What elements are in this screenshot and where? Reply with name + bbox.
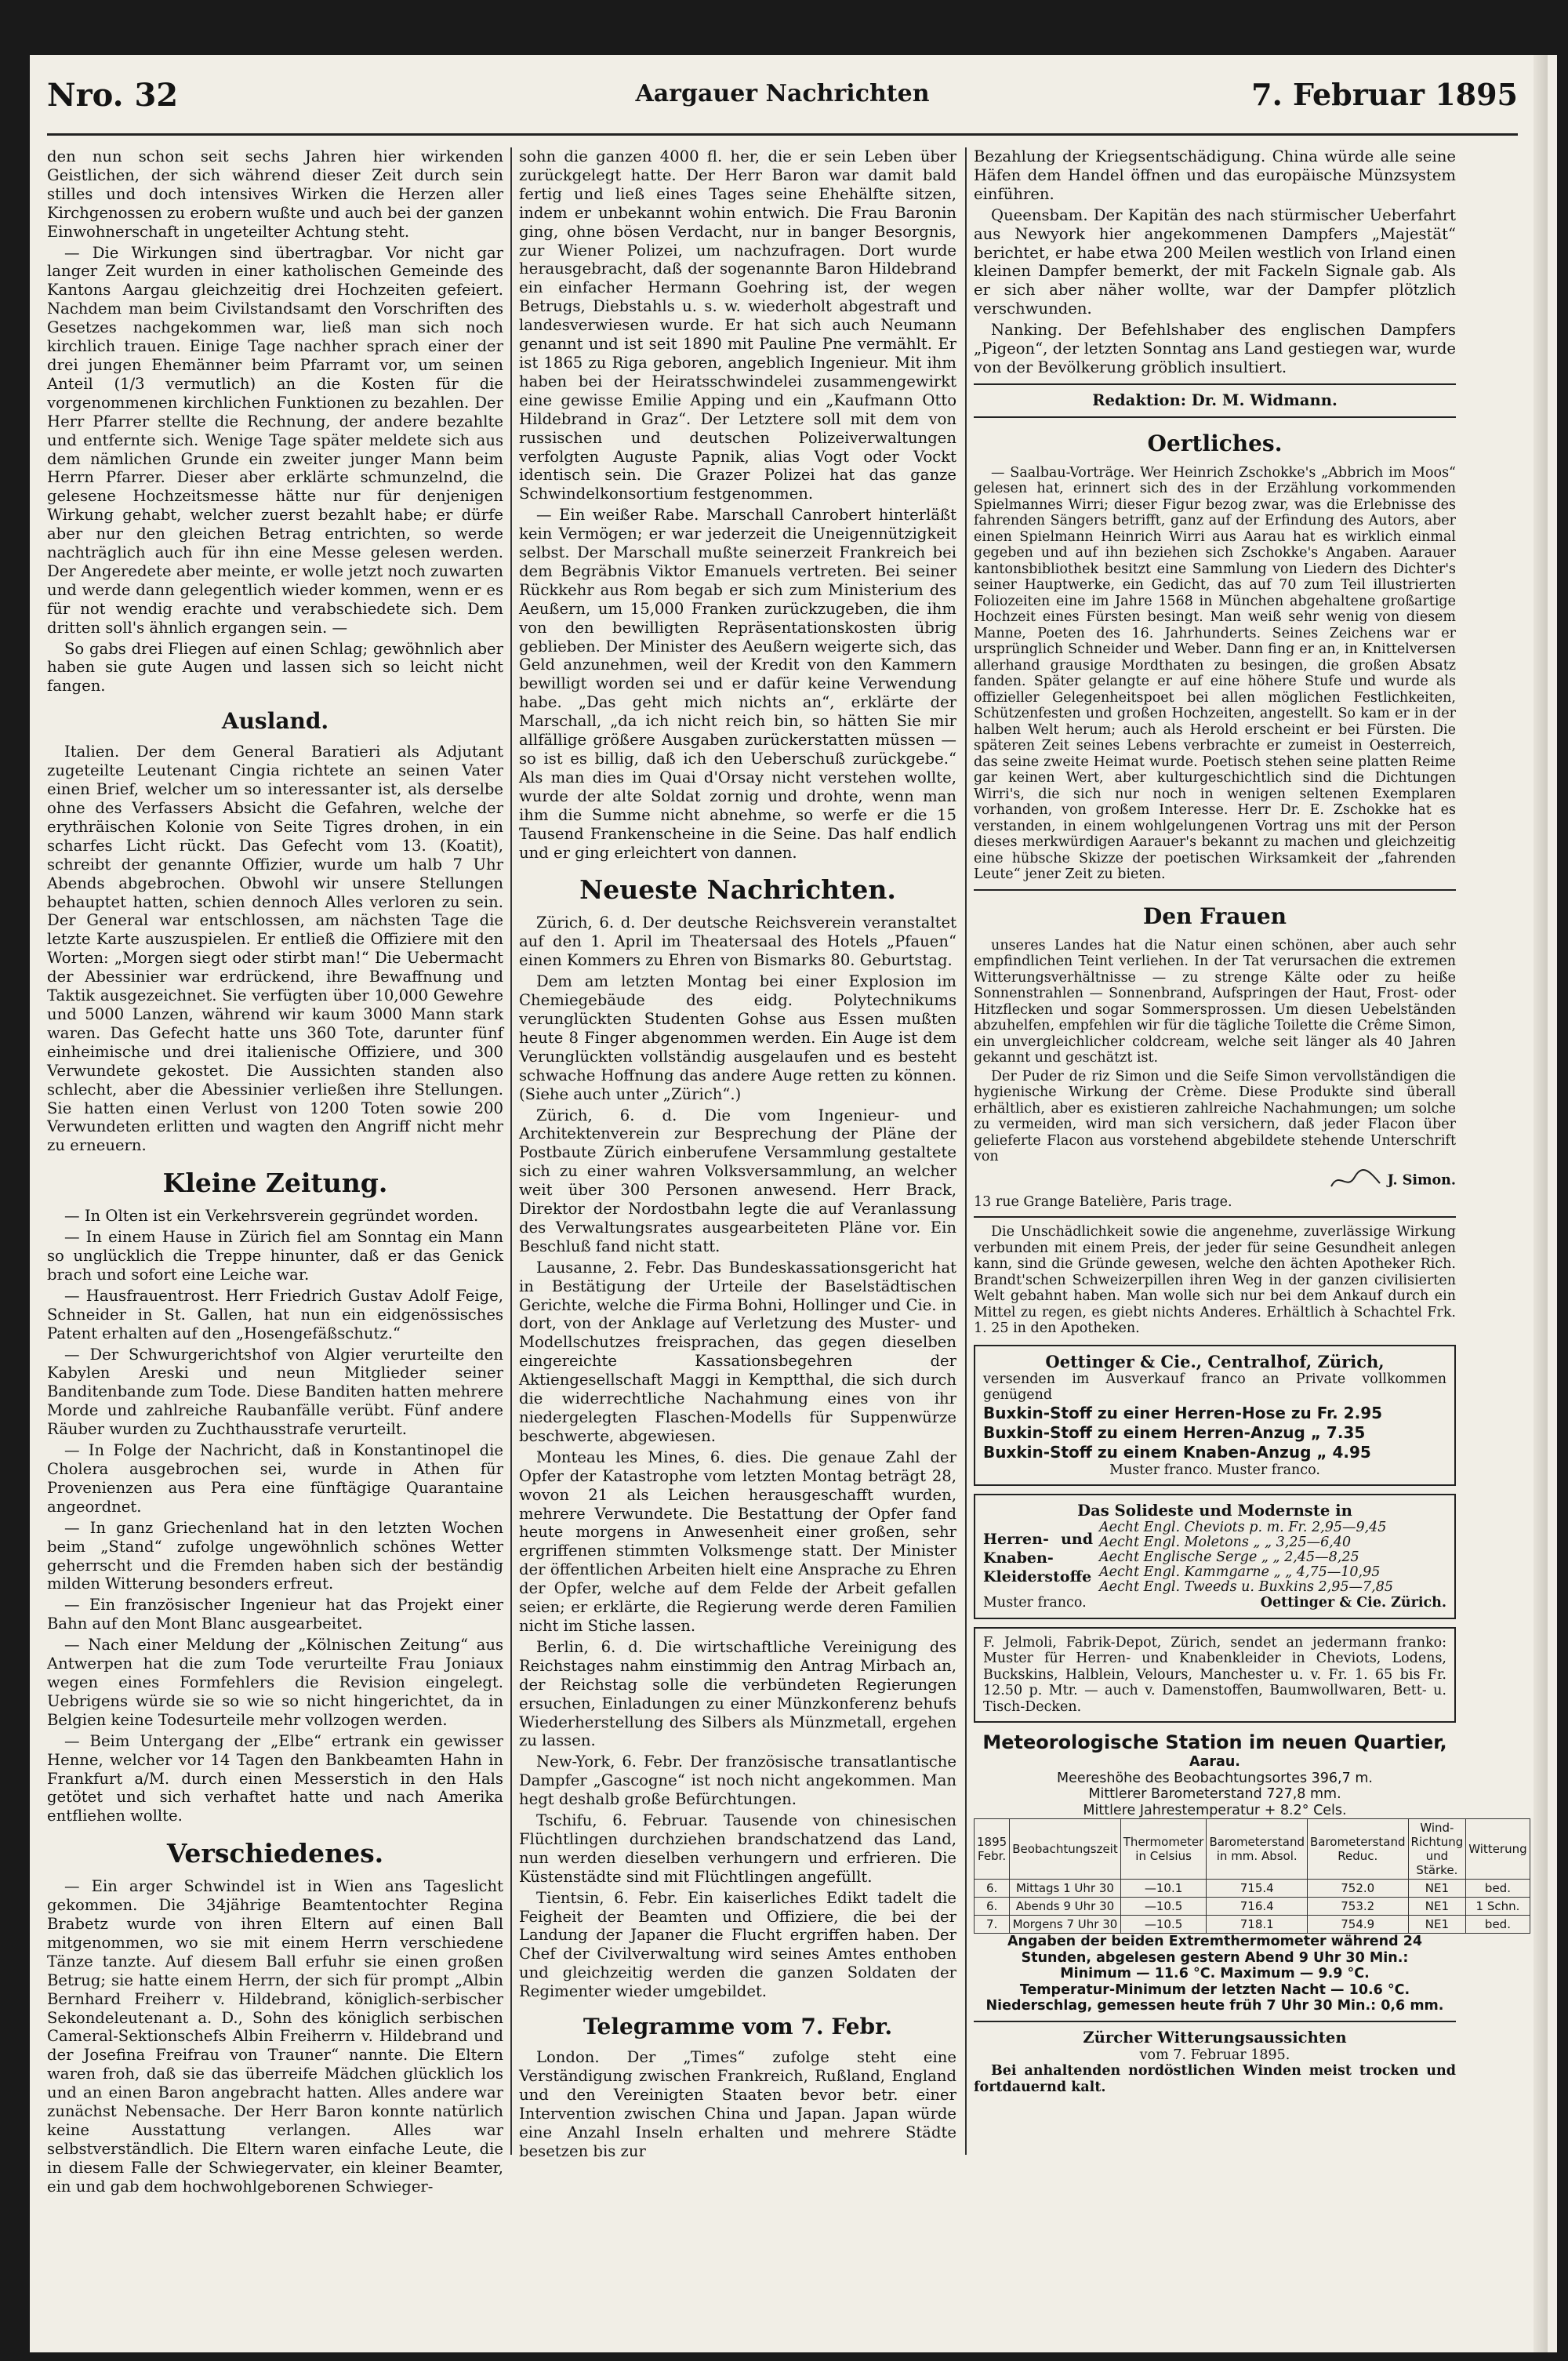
article-text: Lausanne, 2. Febr. Das Bundeskassationsgericht hat in Bestätigung der Urteile der Baselstädtischen Gerichte, welche die Firma Bohni, Hollinger und Cie. in dort, von der Anklage auf Verletzung des Muster- und Modellschutzes freisprachen, das gegen dieselben eingereichte Kassationsbegehren der Aktiengesellschaft Maggi in Kemptthal, die sich durch die widerrechtliche Nachahmung eines von ihr niedergelegten Flaschen-Modells für Suppenwürze beschwerte, abgewiesen. [519,1258,956,1445]
ad-headline: Oettinger & Cie., Centralhof, Zürich, [1045,1351,1385,1371]
article-text: — Hausfrauentrost. Herr Friedrich Gustav Adolf Feige, Schneider in St. Gallen, hat nun ein eidgenössisches Patent erhalten auf den „Hosengefäßschutz.“ [47,1286,503,1342]
ad-text: unseres Landes hat die Natur einen schönen, aber auch sehr empfindlichen Teint verliehen. In der Tat verursachen die extremen Witterungsverhältnisse — zu strenge Kälte oder zu heiße Sonnenstrahlen — Sonnenbrand, Aufspringen der Haut, Frost- oder Hitzflecken und sogar Sommersprossen. Um diesen Uebelständen abzuhelfen, empfehlen wir für die tägliche Toilette die Crême Simon, ein unvergleichlicher coldcream, welche seit länger als 40 Jahren gekannt und geschätzt ist. [974,937,1456,1066]
table-cell: bed. [1466,1880,1530,1898]
issue-date: 7. Februar 1895 [1251,77,1518,112]
table-cell: Mittags 1 Uhr 30 [1010,1880,1121,1898]
met-footnote: Minimum — 11.6 °C. Maximum — 9.9 °C. [1060,1966,1370,1982]
article-text: — Saalbau-Vorträge. Wer Heinrich Zschokke's „Abbrich im Moos“ gelesen hat, erinnert sich des in der Erzählung vorkommenden Spielmannes Wirri; dieser Figur bezog zwar, was die Erlebnisse des fahrenden Sängers betrifft, ganz auf der Erfindung des Autors, aber einen Spielmann Heinrich Wirri aus Aarau hat es wirklich einmal gegeben und auf ihn beziehen sich Zschokke's Angaben. Aarauer kantonsbibliothek besitzt eine Sammlung von Liedern des Dichter's seiner Hauptwerke, ein Gedicht, das auf 70 zum Teil illustrierten Foliozeiten eine im Jahre 1568 in München abgehaltene großartige Hochzeit eines Fürsten besingt. Man weiß sehr wenig von diesem Manne, Poeten des 16. Jahrhunderts. Seines Zeichens war er ursprünglich Schneider und Weber. Dann fing er an, in Knittelversen allerhand grausige Mordthaten zu besingen, die großen Absatz fanden. Später gelangte er auf eine höhere Stufe und wurde als offizieller Gelegenheitspoet bei allen möglichen Festlichkeiten, Schützenfesten und großen Hochzeiten, angestellt. So kam er in der halben Welt herum; auch als Herold erscheint er bei Fürsten. Die späteren Zeit seines Lebens verbrachte er zumeist in Oesterreich, das seine zweite Heimat wurde. Poetisch stehen seine platten Reime gar keinen Wert, aber kulturgeschichtlich sind die Dichtungen Wirri's, die sich nur noch in wenigen seltenen Exemplaren vorhanden, von großem Interesse. Herr Dr. E. Zschokke hat es verstanden, in einem wohlgelungenen Vortrag uns mit der Person dieses merkwürdigen Aarauer's bekannt zu machen und gleichzeitig eine hübsche Skizze der poetischen Wirksamkeit der „fahrenden Leute“ jener Zeit zu bieten. [974,464,1456,883]
article-text: Zürich, 6. d. Die vom Ingenieur- und Architektenverein zur Besprechung der Pläne der Postbaute Zürich einberufene Versammlung gestaltete sich zu einer wahren Volksversammlung, an welcher weit über 300 Personen anwesend. Herr Brack, Direktor der Nordostbahn legte die auf Veranlassung des Verwaltungsrates ausgearbeiteten Pläne vor. Ein Beschluß fand nicht statt. [519,1106,956,1255]
weather-table [974,1818,1530,1934]
met-place: Aarau. [1189,1754,1240,1771]
table-header-cell: Witterung [1466,1819,1530,1880]
met-title: Meteorologische Station im neuen Quartier, [982,1731,1447,1754]
table-cell: 754.9 [1307,1916,1408,1934]
table-cell: 715.4 [1207,1880,1308,1898]
met-footnote: Niederschlag, gemessen heute früh 7 Uhr 30 Min.: 0,6 mm. [985,1998,1444,2014]
column-2 [519,147,956,2160]
section-heading-neueste-nachrichten: Neueste Nachrichten. [579,874,896,906]
table-cell: NE1 [1408,1880,1466,1898]
article-text: — Der Schwurgerichtshof von Algier verurteilte den Kabylen Areski und neun Mitglieder seiner Banditenbande zum Tode. Diese Banditen hatten mehrere Morde und zahlreiche Raubanfälle verübt. Fünf andere Räuber wurden zu Zuchthausstrafe verurteilt. [47,1345,503,1439]
table-row [975,1880,1530,1898]
ad-text: Die Unschädlichkeit sowie die angenehme, zuverlässige Wirkung verbunden mit einem Preis, der jeder für seine Gesundheit anlegen kann, sind die Gründe gewesen, welche den ächten Apotheker Rich. Brandt'schen Schweizerpillen ihren Weg in der ganzen civilisierten Welt gebahnt haben. Man wolle sich nur bei dem Ankauf durch ein Mittel zu regen, es giebt nichts Anderes. Erhältlich à Schachtel Frk. 1. 25 in den Apotheken. [974,1224,1456,1337]
ad-price-row: Aecht Engl. Cheviots p. m. Fr. 2,95—9,45 [1099,1520,1387,1536]
table-cell: NE1 [1408,1898,1466,1916]
table-row [975,1916,1530,1934]
article-text: — In Folge der Nachricht, daß in Konstantinopel die Cholera ausgebrochen sei, wurde in Athen für Provenienzen aus Pera eine fünftägige Quarantaine angeordnet. [47,1441,503,1516]
met-footnote: Temperatur-Minimum der letzten Nacht — 10.6 °C. [1019,1981,1410,1998]
article-text: — Ein weißer Rabe. Marschall Canrobert hinterläßt kein Vermögen; er war jederzeit die Uneigennützigkeit selbst. Der Marschall mußte seinerzeit Frankreich bei dem Begräbnis Viktor Emanuels vertreten. Bei seiner Rückkehr aus Rom begab er sich zum Ministerium des Aeußern, um 15,000 Franken zurückzugeben, die ihm von den bewilligten Repräsentationskosten übrig geblieben. Der Minister des Aeußern weigerte sich, das Geld anzunehmen, weil der Kredit von den Kammern bewilligt worden sei und er dafür keine Verwendung habe. „Das geht mich nichts an“, erklärte der Marschall, „da ich nicht reich bin, so hätten Sie mir allfällige größere Ausgaben zurückerstatten müssen — so ist es billig, daß ich den Ueberschuß zurückgebe.“ Als man dies im Quai d'Orsay nicht verstehen wollte, wurde der alte Soldat zornig und drohte, wenn man ihm die Summe nicht abnehme, so werfe er die 15 Tausend Frankenscheine in die Seine. Das half endlich und er ging erleichtert von dannen. [519,506,956,862]
ad-text: Der Puder de riz Simon und die Seife Simon vervollständigen die hygienische Wirkung der Crème. Diese Produkte sind überall erhältlich, aber es existieren zahlreiche Nachahmungen; um solche zu vermeiden, wird man sich versichern, daß jeder Flacon über gelieferte Flacon aus vorstehend abgebildete stehende Unterschrift von [974,1068,1456,1165]
article-text: — In einem Hause in Zürich fiel am Sonntag ein Mann so unglücklich die Treppe hinunter, daß er das Genick brach und sofort eine Leiche war. [47,1228,503,1284]
ad-heading-den-frauen: Den Frauen [1142,903,1287,929]
table-cell: 752.0 [1307,1880,1408,1898]
table-header-cell: Beobachtungszeit [1010,1819,1121,1880]
article-text: — Die Wirkungen sind übertragbar. Vor nicht gar langer Zeit wurden in einer katholischen Gemeinde des Kantons Aargau gleichzeitig drei Hochzeiten gefeiert. Nachdem man beim Civilstandsamt den Vorschriften des Gesetzes nachgekommen war, ließ man sich noch kirchlich trauen. Einige Tage nachher sprach einer der drei jungen Ehemänner beim Pfarramt vor, um seinen Anteil (1/3 vermutlich) an die Kosten für die vorgenommenen kirchlichen Funktionen zu bezahlen. Der Herr Pfarrer stellte die Rechnung, der andere bezahlte und entfernte sich. Wenige Tage später meldete sich aus dem nämlichen Grunde ein zweiter junger Mann beim Herrn Pfarrer. Dieser aber erklärte schmunzelnd, die gelesene Hochzeitsmesse hätte nur für denjenigen Wirkung gehabt, welcher zuerst bezahlt habe; er dürfe aber nur den gleichen Betrag entrichten, so werde nachträglich auch für ihn eine Messe gelesen werden. Der Angeredete aber meinte, er wolle jetzt noch zuwarten und werde dann gelegentlich wieder kommen, wenn er es für not wendig erachte und verabschiedete sich. Dem dritten soll's ähnlich ergangen sein. — [47,243,503,637]
column-3 [974,147,1527,2155]
article-text: Berlin, 6. d. Die wirtschaftliche Vereinigung des Reichstages nahm einstimmig den Antrag Mirbach an, der Reichstag solle die verbündeten Regierungen ersuchen, Einladungen zu einer Münzkonferenz behufs Wiederherstellung des Silbers als Münzmetall, ergehen zu lassen. [519,1637,956,1750]
ad-headline: Das Solideste und Modernste in [1077,1502,1352,1520]
met-line: Meereshöhe des Beobachtungsortes 396,7 m. [1057,1770,1373,1786]
divider [974,2021,1456,2022]
signature-icon [1328,1168,1383,1194]
met-line: Mittlerer Barometerstand 727,8 mm. [1088,1786,1341,1803]
section-heading-oertliches: Oertliches. [1147,430,1283,456]
table-cell: 716.4 [1207,1898,1308,1916]
divider [974,416,1456,418]
article-text: sohn die ganzen 4000 fl. her, die er sein Leben über zurückgelegt hatte. Der Herr Baron war damit bald fertig und ließ eines Tages seine Ehehälfte sitzen, indem er unbekannt wohin entwich. Die Frau Baronin ging, ohne bösen Verdacht, nur in banger Besorgnis, zur Wiener Polizei, um nachzufragen. Dort wurde herausgebracht, daß der sogenannte Baron Hildebrand ein einfacher Hermann Goehring ist, der wegen Betrugs, Diebstahls u. s. w. wiederholt abgestraft und landesverwiesen wurde. Er hat sich auch Neumann genannt und ist seit 1890 mit Pauline Pne vermählt. Er ist 1865 zu Riga geboren, angeblich Ingenieur. Mit ihm haben bei der Heiratsschwindelei zusammengewirkt eine gewisse Emilie Apping und ein „Kaufmann Otto Hildebrand in Graz“. Der Letztere soll mit dem von russischen und deutschen Polizeiverwaltungen verfolgten Auguste Papnik, alias Vogt oder Vockt identisch sein. Die Grazer Polizei hat das ganze Schwindelkonsortium festgenommen. [519,147,956,503]
ad-line: versenden im Ausverkauf franco an Private vollkommen genügend [983,1371,1446,1404]
editor-line: Redaktion: Dr. M. Widmann. [1092,390,1338,409]
table-row [975,1898,1530,1916]
issue-number: Nro. 32 [47,77,179,114]
ad-footer: Muster franco. Muster franco. [1109,1462,1320,1478]
table-header-cell: 1895 Febr. [975,1819,1010,1880]
met-footnote: Angaben der beiden Extremthermometer während 24 Stunden, abgelesen gestern Abend 9 Uhr 30 Min.: [1007,1934,1423,1966]
ad-oettinger-buxkin [974,1345,1456,1486]
table-cell: bed. [1466,1916,1530,1934]
table-header-cell: Barometerstand in mm. Absol. [1207,1819,1308,1880]
article-text: — In Olten ist ein Verkehrsverein gegründet worden. [64,1207,479,1226]
article-text: Queensbam. Der Kapitän des nach stürmischer Ueberfahrt aus Newyork hier angekommenen Dampfers „Majestät“ berichtet, er habe etwa 200 Meilen westlich von Irland einen kleinen Dampfer bemerkt, der mit Fackeln Signale gab. Als er sich aber näher wollte, war der Dampfer plötzlich verschwunden. [974,205,1456,318]
section-heading-ausland: Ausland. [221,708,329,735]
table-header-row [975,1819,1530,1880]
ad-item: Buxkin-Stoff zu einem Knaben-Anzug „ 4.95 [983,1442,1371,1462]
ad-kleiderstoffe [974,1494,1456,1618]
weather-forecast-title: Zürcher Witterungsaussichten [1083,2028,1347,2047]
simon-signature-block [974,1168,1456,1194]
column-1 [47,147,503,2196]
ad-price-row: Aecht Englische Serge „ „ 2,45—8,25 [1099,1549,1359,1566]
table-cell: Abends 9 Uhr 30 [1010,1898,1121,1916]
table-header-cell: Wind-Richtung und Stärke. [1408,1819,1466,1880]
article-text: — Beim Untergang der „Elbe“ ertrank ein gewisser Henne, welcher vor 14 Tagen den Bankbeamten Hahn in Frankfurt a/M. durch einen Messerstich in den Hals getötet und sich verhaftet hatte und nach Amerika entfliehen wollte. [47,1731,503,1825]
article-text: — Nach einer Meldung der „Kölnischen Zeitung“ aus Antwerpen hat die zum Tode verurteilte Frau Joniaux wegen eines Formfehlers die Revision eingelegt. Uebrigens würde sie so wie so nicht hingerichtet, da in Belgien keine Todesurteile mehr vollzogen werden. [47,1636,503,1729]
simon-name: J. Simon. [1387,1172,1456,1189]
article-text: So gabs drei Fliegen auf einen Schlag; gewöhnlich aber haben sie gute Augen und lassen sich so leicht nicht fangen. [47,639,503,696]
column-divider [965,147,967,2155]
section-heading-kleine-zeitung: Kleine Zeitung. [162,1168,388,1199]
table-cell: 6. [975,1898,1010,1916]
ad-footer-company: Oettinger & Cie. Zürich. [1260,1595,1446,1611]
met-line: Mittlere Jahrestemperatur + 8.2° Cels. [1083,1802,1347,1818]
table-cell: 7. [975,1916,1010,1934]
simon-address: 13 rue Grange Batelière, Paris trage. [974,1193,1232,1210]
article-text: Bezahlung der Kriegsentschädigung. China würde alle seine Häfen dem Handel öffnen und das europäische Münzsystem einführen. [974,147,1456,203]
article-text: Italien. Der dem General Baratieri als Adjutant zugeteilte Leutenant Cingia richtete an seinen Vater einen Brief, welcher um so interessanter ist, als derselbe ohne des Verfassers Absicht die Gefahren, welche der erythräischen Kolonie von Seite Tigres drohen, in ein scharfes Licht rückt. Das Gefecht vom 13. (Koatit), schreibt der genannte Offizier, wurde um halb 7 Uhr Abends abgebrochen. Obwohl wir unsere Stellungen behauptet hatten, schien dennoch Alles verloren zu sein. Der General war entschlossen, am nächsten Tage die letzte Karte auszuspielen. Er entließ die Offiziere mit den Worten: „Morgen siegt oder stirbt man!“ Die Uebermacht der Abessinier war erdrückend, ihre Bewaffnung und Taktik ausgezeichnet. Sie verfügten über 10,000 Gewehre und 5000 Lanzen, während wir kaum 3000 Mann stark waren. Das Gefecht hatte uns 360 Tote, darunter fünf einheimische und drei italienische Offiziere, und 300 Verwundete gekostet. Die Aussichten standen also schlecht, aber die Abessinier verließen ihre Stellungen. Sie hatten einen Verlust von 1200 Toten sowie 200 Verwundeten erlitten und wagten den Angriff nicht mehr zu erneuern. [47,743,503,1155]
article-text: Tschifu, 6. Februar. Tausende von chinesischen Flüchtlingen durchziehen brandschatzend das Land, nun werden dieselben verhungern und erfrieren. Die Küstenstädte sind mit Flüchtlingen angefüllt. [519,1811,956,1886]
newspaper-title: Aargauer Nachrichten [635,80,930,107]
article-text: — Ein französischer Ingenieur hat das Projekt einer Bahn auf den Mont Blanc ausgearbeitet. [47,1596,503,1633]
table-cell: —10.1 [1120,1880,1207,1898]
article-text: — In ganz Griechenland hat in den letzten Wochen beim „Stand“ zufolge ungewöhnlich schönes Wetter geherrscht und die Fremden haben sich der beständig milden Witterung besonders erfreut. [47,1518,503,1593]
section-heading-telegramme: Telegramme vom 7. Febr. [583,2014,893,2040]
ad-left-label: Herren- und Knaben- Kleiderstoffe [983,1530,1093,1586]
article-text: Zürich, 6. d. Der deutsche Reichsverein veranstaltet auf den 1. April im Theatersaal des Hotels „Pfauen“ einen Kommers zu Ehren von Bismarks 80. Geburtstag. [519,914,956,970]
ad-price-row: Aecht Engl. Moletons „ „ 3,25—6,40 [1099,1535,1352,1551]
weather-forecast-date: vom 7. Februar 1895. [1139,2047,1290,2063]
table-cell: NE1 [1408,1916,1466,1934]
table-cell: 753.2 [1307,1898,1408,1916]
table-cell: 6. [975,1880,1010,1898]
table-cell: 718.1 [1207,1916,1308,1934]
article-text: — Ein arger Schwindel ist in Wien ans Tageslicht gekommen. Die 34jährige Beamtentochter Regina Brabetz wurde von ihren Eltern auf einen Ball mitgenommen, wo sie mit einem Herrn verschiedene Tänze tanzte. Auf diesem Ball erfuhr sie einen großen Betrug; sie hatte einem Herrn, der sich für prompt „Albin Bernhard Freiherr v. Hildebrand, königlich-serbischer Sekondeleutenant a. D., Sohn des königlich serbischen Cameral-Sektionschefs Albin Freiherrn v. Hildebrand und der Josefina Freifrau von Trauner“ nannte. Die Eltern waren froh, daß sie das überreife Mädchen glücklich los und an einen Baron angebracht hatten. Alles andere war zunächst Nebensache. Der Herr Baron konnte natürlich keine Ausstattung verlangen. Alles war selbstverständlich. Die Eltern waren einfache Leute, die in diesem Falle der Schwiegervater, ein kleiner Beamter, ein und gab dem hochwohlgeborenen Schwieger- [47,1877,503,2196]
divider [974,1216,1456,1218]
ad-footer: Muster franco. [983,1595,1087,1611]
header-rule [47,133,1518,136]
column-divider [510,147,512,2155]
divider [974,383,1456,385]
weather-forecast-text: Bei anhaltenden nordöstlichen Winden meist trocken und fortdauernd kalt. [974,2063,1456,2095]
article-text: den nun schon seit sechs Jahren hier wirkenden Geistlichen, der sich während dieser Zeit durch sein stilles und doch intensives Wirken die Herzen aller Kirchgenossen zu erobern wußte und auch bei der ganzen Einwohnerschaft in ungeteilter Achtung steht. [47,147,503,241]
article-text: New-York, 6. Febr. Der französische transatlantische Dampfer „Gascogne“ ist noch nicht angekommen. Man hegt deshalb große Befürchtungen. [519,1753,956,1809]
article-text: Nanking. Der Befehlshaber des englischen Dampfers „Pigeon“, der letzten Sonntag ans Land gestiegen war, wurde von der Bevölkerung gröblich insultiert. [974,321,1456,376]
table-header-cell: Thermometer in Celsius [1120,1819,1207,1880]
ad-jelmoli: F. Jelmoli, Fabrik-Depot, Zürich, sendet an jedermann franko: Muster für Herren- und Knabenkleider in Cheviots, Lodens, Buckskins, Halblein, Velours, Manchester u. v. Fr. 1. 65 bis Fr. 12.50 p. Mtr. — auch v. Damenstoffen, Baumwollwaren, Bett- u. Tisch-Decken. [974,1627,1456,1724]
ad-item: Buxkin-Stoff zu einer Herren-Hose zu Fr. 2.95 [983,1403,1383,1422]
masthead [47,77,1518,132]
section-heading-verschiedenes: Verschiedenes. [166,1838,384,1869]
article-text: London. Der „Times“ zufolge steht eine Verständigung zwischen Frankreich, Rußland, England und den Vereinigten Staaten bevor betr. einer Intervention zwischen China und Japan. Japan würde eine Anzahl Inseln erhalten und mehrere Städte besetzen bis zur [519,2048,956,2160]
meteorological-report [974,1731,1527,2014]
ad-price-row: Aecht Engl. Kammgarne „ „ 4,75—10,95 [1099,1564,1381,1581]
table-header-cell: Barometerstand Reduc. [1307,1819,1408,1880]
ad-price-row: Aecht Engl. Tweeds u. Buxkins 2,95—7,85 [1099,1579,1393,1596]
table-cell: —10.5 [1120,1916,1207,1934]
ad-item: Buxkin-Stoff zu einem Herren-Anzug „ 7.35 [983,1422,1366,1442]
article-text: Tientsin, 6. Febr. Ein kaiserliches Edikt tadelt die Feigheit der Beamten und Offiziere, die bei der Landung der Japaner die Flucht ergriffen haben. Der Chef der Civilverwaltung wird seines Amtes enthoben und gleichzeitig werden die ganzen Soldaten der Regimenter wieder umgebildet. [519,1888,956,2001]
table-cell: —10.5 [1120,1898,1207,1916]
article-text: Monteau les Mines, 6. dies. Die genaue Zahl der Opfer der Katastrophe vom letzten Montag beträgt 28, wovon 21 als Leichen herausgeschafft wurden, mehrere Verwundete. Die Bestattung der Opfer fand heute morgens in Anwesenheit einer großen, sehr ergriffenen stimmten Volksmenge statt. Der Minister der öffentlichen Arbeiten hielt eine Ansprache zu Ehren der Opfer, welche auf dem Felde der Arbeit gefallen seien; er erklärte, die Regierung werde deren Familien nicht im Stiche lassen. [519,1447,956,1635]
divider [974,889,1456,891]
table-cell: Morgens 7 Uhr 30 [1010,1916,1121,1934]
table-cell: 1 Schn. [1466,1898,1530,1916]
article-text: Dem am letzten Montag bei einer Explosion im Chemiegebäude des eidg. Polytechnikums verunglückten Studenten Gohse aus Essen mußten heute 8 Finger abgenommen werden. Ein Auge ist dem Verunglückten vollständig ausgelaufen und es besteht schwache Hoffnung das andere Auge retten zu können. (Siehe auch unter „Zürich“.) [519,972,956,1103]
page-edge [1534,55,1548,2352]
